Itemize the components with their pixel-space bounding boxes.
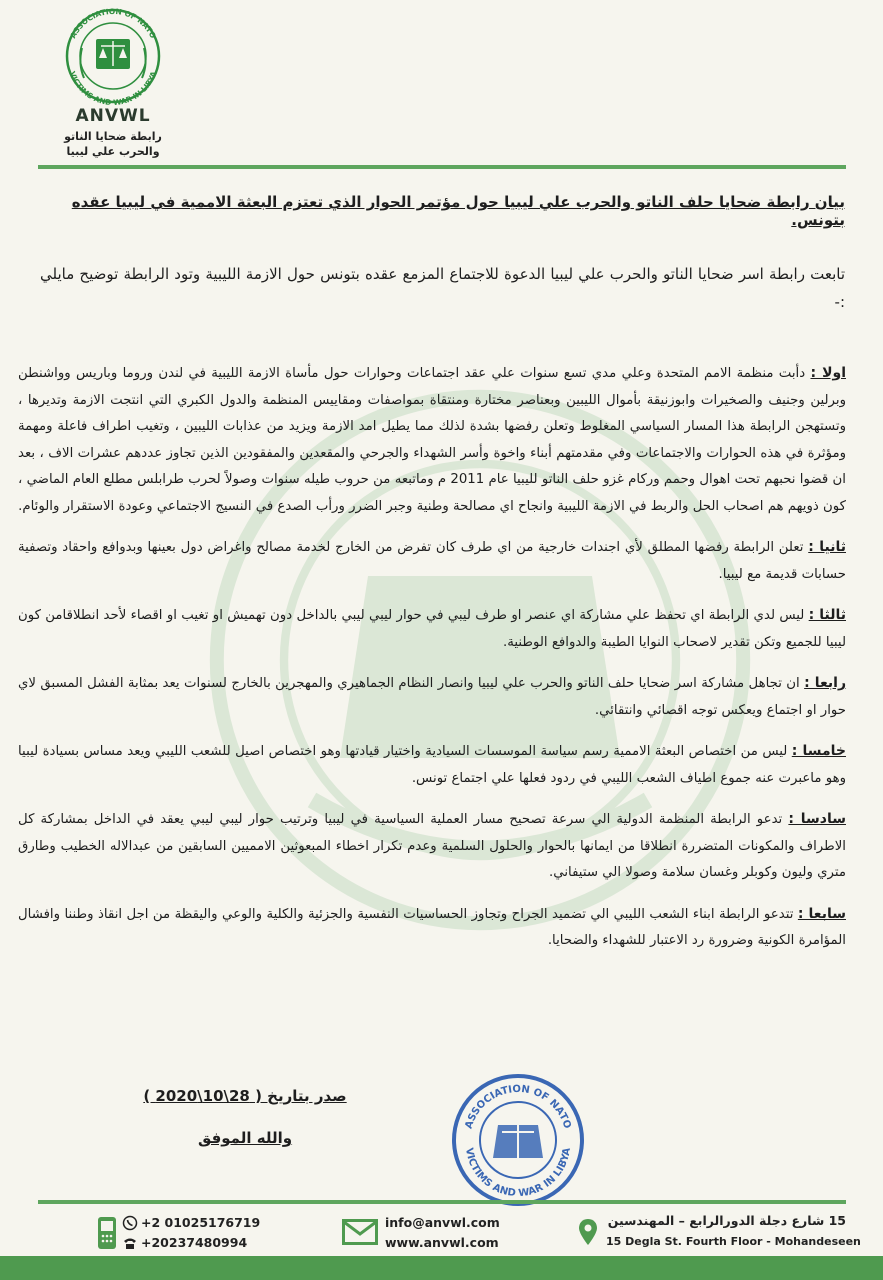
telephone-icon bbox=[122, 1235, 138, 1251]
point-text: دأبت منظمة الامم المتحدة وعلي مدي تسع سنوات علي عقد اجتماعات وحوارات حول مأساة الازمة الليبية في لندن وروما وباريس وواشنطن وبرلين وجنيف والصخيرات وابوزنيقة بأموال الليبين وبعناصر مختارة ومنتقاة بمواصفات ومقاييس المنظمة والدول الكبري التي انتجت الازمة وتديرها ، وتستهجن الرابطة هذا المسار السياسي المغلوط وتعلن رفضها بشدة لذلك مما يطيل امد الازمة ويزيد من عذابات الليبين ، وتغيب اطراف فاعلة ومهمة ومؤثرة في هذه الحوارات والاجتماعات وفي مقدمتهم أبناء واخوة وأسر الشهداء والجرحي والمقعدين والمفقودين الذين تجاوز عددهم عشرات الاف ، بعد ان قضوا نحبهم تحت اهوال وحمم وركام غزو حلف الناتو لليبيا عام 2011 م وماتبعه من حروب طيله سنوات وصولاً لحرب طرابلس مطلع العام الماضي ، كون ذويهم هم اصحاب الحل والربط في الازمة الليبية وانجاح اي مصالحة وطنية وجبر الضرر ورأب الصدع في النسيج الاجتماعي وعودة الاستقرار والوئام. bbox=[18, 366, 846, 514]
address-arabic: 15 شارع دجلة الدورالرابع – المهندسين bbox=[607, 1213, 846, 1228]
official-stamp bbox=[448, 1070, 588, 1210]
closing-phrase: والله الموفق bbox=[197, 1129, 293, 1147]
point-label: اولا : bbox=[810, 365, 846, 381]
point-text: ليس لدي الرابطة اي تحفظ علي مشاركة اي عنصر او طرف ليبي في حوار ليبي ليبي بالداخل دون تهميش او تغيب او اقصاء لأحد انطلاقامن كون ليبيا للجميع وتكن تقدير لاصحاب النوايا الطيبة والدوافع الوطنية. bbox=[18, 608, 846, 650]
logo-emblem-icon bbox=[52, 6, 174, 106]
svg-text:VICTIMS AND WAR IN LIBYA: VICTIMS AND WAR IN LIBYA bbox=[463, 1147, 573, 1200]
point-label: سادسا : bbox=[788, 811, 846, 827]
point-text: ليس من اختصاص البعثة الاممية رسم سياسة الموسسات السيادية واختيار قيادتها وهو اختصاص اصيل للشعب الليبي ويعد مساس بسيادة ليبيا وهو ماعبرت عنه جموع اطياف الشعب الليبي في ردود فعلها علي اجتماع تونس. bbox=[18, 744, 846, 786]
website-link[interactable]: www.anvwl.com bbox=[385, 1235, 499, 1250]
point-text: ان تجاهل مشاركة اسر ضحايا حلف الناتو والحرب علي ليبيا وانصار النظام الجماهيري والمهجرين بالخارج لسنوات يعد بمثابة الفشل المسبق لاي حوار او اجتماع ويعكس توجه اقصائي وانتقائي. bbox=[18, 676, 846, 718]
point-1 bbox=[18, 360, 846, 520]
point-7 bbox=[18, 901, 846, 955]
phone-mobile[interactable]: +2 01025176719 bbox=[141, 1215, 261, 1230]
email-icon bbox=[342, 1219, 378, 1245]
point-3 bbox=[18, 602, 846, 656]
svg-text:ASSOCIATION OF NATO: ASSOCIATION OF NATO bbox=[463, 1083, 573, 1131]
point-label: رابعا : bbox=[804, 675, 847, 691]
point-label: خامسا : bbox=[791, 743, 846, 759]
point-label: سابعا : bbox=[797, 905, 846, 922]
point-2 bbox=[18, 534, 846, 588]
point-text: تتدعو الرابطة ابناء الشعب الليبي الي تضميد الجراح وتجاوز الحساسيات النفسية والجزئية والكلية والوعي واليقظة من اجل انقاذ وطننا وافشال المؤامرة الكونية وضرورة رد الاعتبار للشهداء والضحايا. bbox=[18, 906, 846, 948]
svg-text:ASSOCIATION OF NATO: ASSOCIATION OF NATO bbox=[68, 6, 158, 40]
logo-abbreviation: ANVWL bbox=[75, 106, 151, 126]
point-5 bbox=[18, 738, 846, 792]
point-text: تدعو الرابطة المنظمة الدولية الي سرعة تصحيح مسار العملية السياسية في ليبيا وترتيب حوار ليبي ليبي يعقد في الداخل بمشاركة كل الاطراف والمكونات المتضررة انطلاقا من ايمانها بالحوار والحلول السلمية وعدم تكرار اخطاء المبعوثين الامميين السابقين من عبدالاله الخطيب وطارق متري وليون وكوبلر وغسان سلامة وصولا الي ستيفاني. bbox=[18, 812, 846, 880]
whatsapp-icon bbox=[122, 1215, 138, 1231]
point-label: ثالثا : bbox=[808, 607, 846, 623]
statement-points bbox=[18, 360, 846, 969]
svg-text:VICTIMS AND WAR IN LIBYA: VICTIMS AND WAR IN LIBYA bbox=[67, 70, 159, 106]
footer-bar bbox=[0, 1256, 883, 1280]
logo-name-line2: والحرب علي ليبيا bbox=[66, 145, 160, 158]
issue-date: صدر بتاريخ ( 28\10\2020 ) bbox=[143, 1087, 347, 1105]
header-divider bbox=[38, 165, 846, 169]
phone-landline[interactable]: +20237480994 bbox=[141, 1235, 248, 1250]
logo-name-line1: رابطة ضحايا الناتو bbox=[64, 130, 162, 143]
point-4 bbox=[18, 670, 846, 724]
association-logo bbox=[52, 6, 174, 156]
footer-divider bbox=[38, 1200, 846, 1204]
document-title: بيان رابطة ضحايا حلف الناتو والحرب علي ليبيا حول مؤتمر الحوار الذي تعتزم البعثة الاممية في ليبيا عقده بتونس. bbox=[71, 193, 845, 229]
mobile-phone-icon bbox=[96, 1216, 118, 1250]
signature-block bbox=[120, 1082, 370, 1152]
point-text: تعلن الرابطة رفضها المطلق لأي اجندات خارجية من اي طرف كان تفرض من الخارج لخدمة مصالح واغراض دول بعينها وبدوافع واحقاد وتصفية حسابات قديمة مع ليبيا. bbox=[18, 540, 846, 582]
address-english: 15 Degla St. Fourth Floor - Mohandeseen bbox=[606, 1235, 861, 1248]
point-6 bbox=[18, 806, 846, 887]
email-address[interactable]: info@anvwl.com bbox=[385, 1215, 500, 1230]
point-label: ثانيا : bbox=[808, 539, 846, 555]
location-pin-icon bbox=[578, 1218, 598, 1246]
document-intro: تابعت رابطة اسر ضحايا الناتو والحرب علي ليبيا الدعوة للاجتماع المزمع عقده بتونس حول الازمة الليبية وتود الرابطة توضيح مايلي :- bbox=[40, 265, 845, 311]
